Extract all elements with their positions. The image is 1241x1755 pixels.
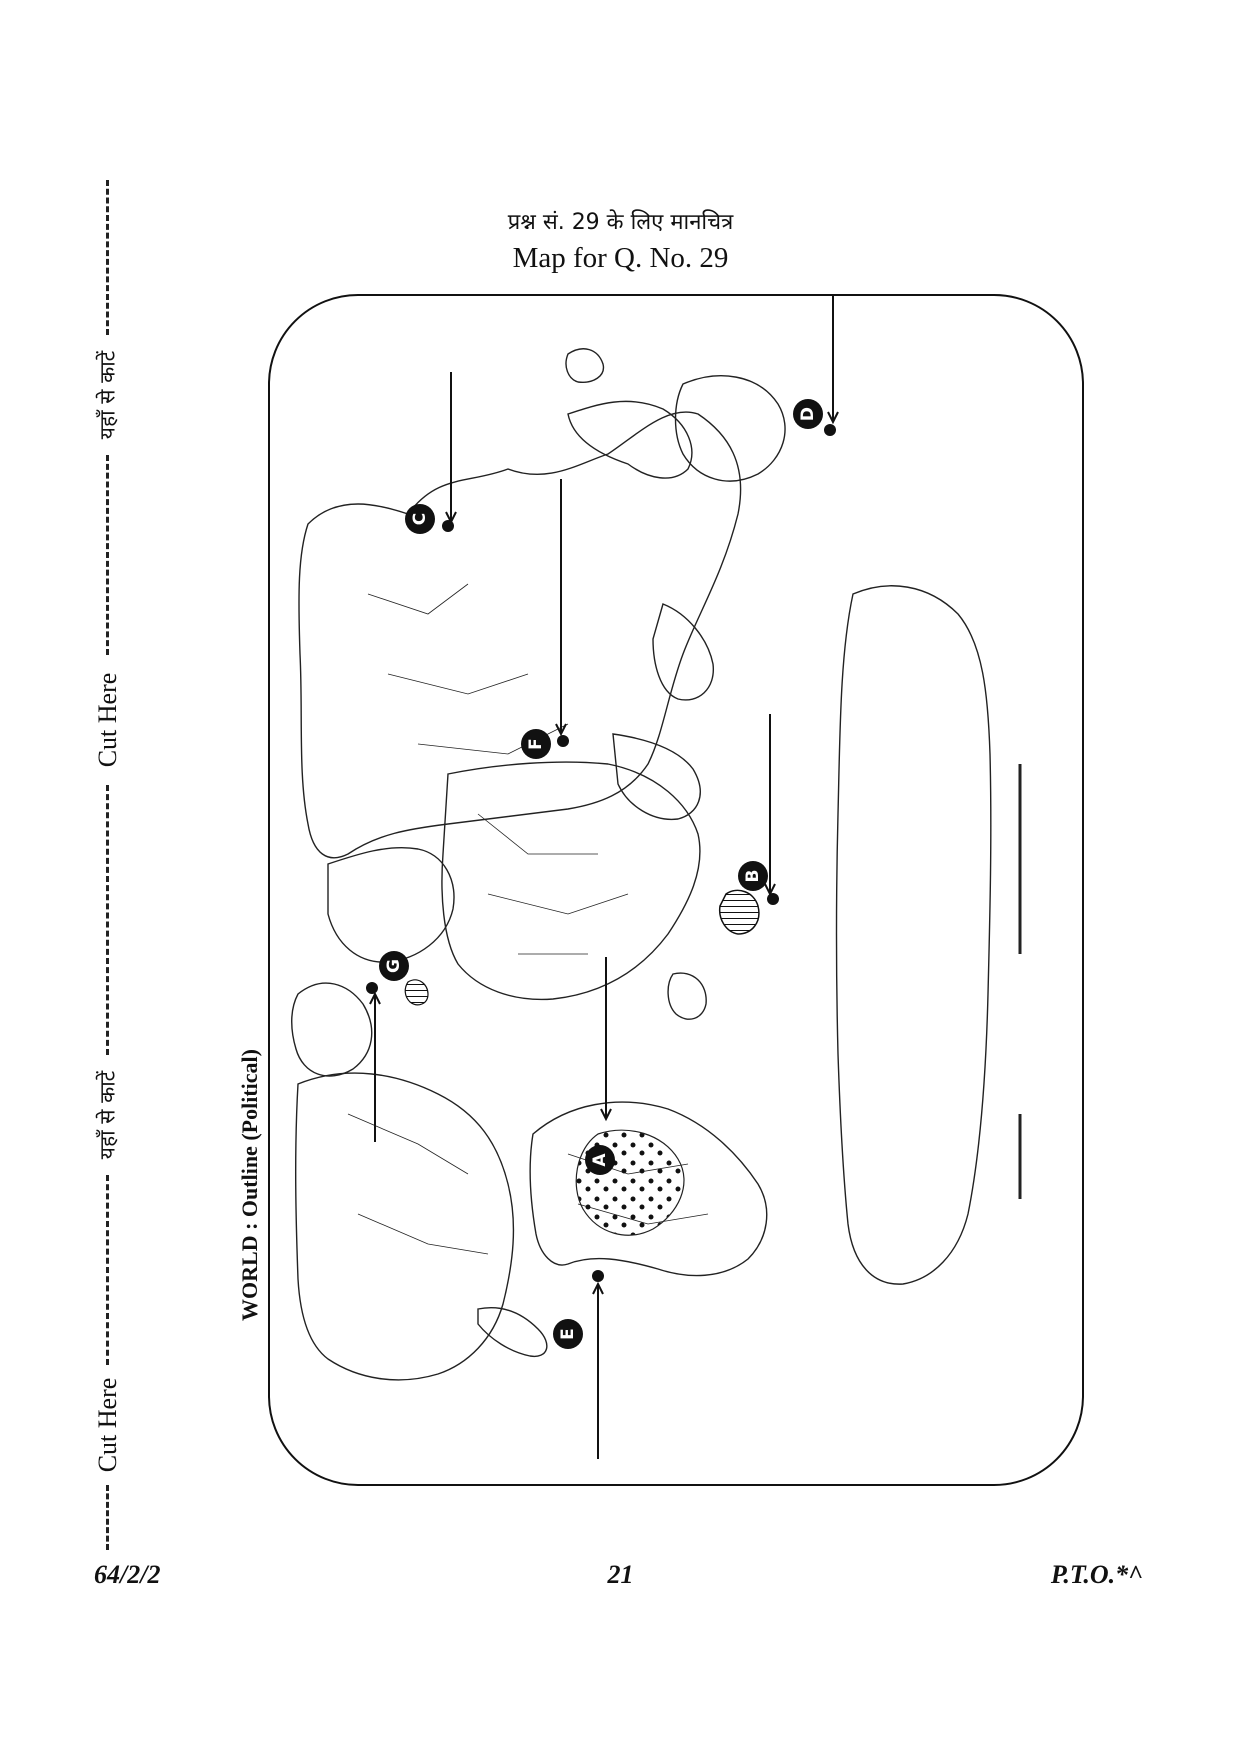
page-title-english: Map for Q. No. 29 xyxy=(512,242,729,274)
please-turn-over: P.T.O.*^ xyxy=(1050,1560,1143,1589)
landmass-greenland xyxy=(292,983,372,1076)
cut-here-hindi-label: यहाँ से काटें xyxy=(95,350,120,440)
marker-b-label: B xyxy=(743,869,763,883)
page-number: 21 xyxy=(607,1560,634,1589)
landmass-japan xyxy=(566,349,603,383)
landmass-arabia xyxy=(613,734,700,819)
marker-e-label: E xyxy=(558,1328,578,1340)
landmass-australia xyxy=(676,376,786,481)
marker-d-label: D xyxy=(798,406,818,422)
landmass-southeast-asia xyxy=(568,401,692,478)
page-title-hindi: प्रश्न सं. 29 के लिए मानचित्र xyxy=(507,210,734,235)
marker-g-label: G xyxy=(384,959,404,973)
landmass-north-america xyxy=(296,1073,514,1380)
marker-a-label: A xyxy=(590,1153,610,1167)
cut-here-label: Cut Here xyxy=(93,672,122,768)
cut-here-label: Cut Here xyxy=(93,1377,122,1473)
cut-dash-line xyxy=(106,785,109,1055)
cut-here-hindi-label: यहाँ से काटें xyxy=(95,1070,120,1160)
point-d-dot xyxy=(824,424,836,436)
region-b-hatched-area xyxy=(720,890,759,934)
paper-code: 64/2/2 xyxy=(94,1560,161,1589)
landmass-antarctica xyxy=(837,586,991,1284)
cut-dash-line xyxy=(106,1175,109,1365)
cut-strip xyxy=(78,180,138,1550)
point-f-dot xyxy=(557,735,569,747)
marker-c-label: C xyxy=(410,512,430,526)
cut-dash-line xyxy=(106,1485,109,1550)
region-a-dotted-area xyxy=(576,1130,684,1235)
point-b-dot xyxy=(767,893,779,905)
landmass-central-america xyxy=(478,1308,547,1357)
point-c-dot xyxy=(442,520,454,532)
landmass-madagascar xyxy=(668,973,706,1019)
world-map xyxy=(268,294,1084,1486)
landmass-africa xyxy=(442,762,700,999)
landmass-europe xyxy=(328,848,454,962)
region-g-hatched-area xyxy=(405,980,428,1005)
point-g-dot xyxy=(366,982,378,994)
cut-dash-line xyxy=(106,455,109,655)
marker-f-label: F xyxy=(526,738,546,750)
map-title: WORLD : Outline (Political) xyxy=(237,1049,262,1321)
landmass-eurasia xyxy=(299,412,741,858)
point-e-dot xyxy=(592,1270,604,1282)
